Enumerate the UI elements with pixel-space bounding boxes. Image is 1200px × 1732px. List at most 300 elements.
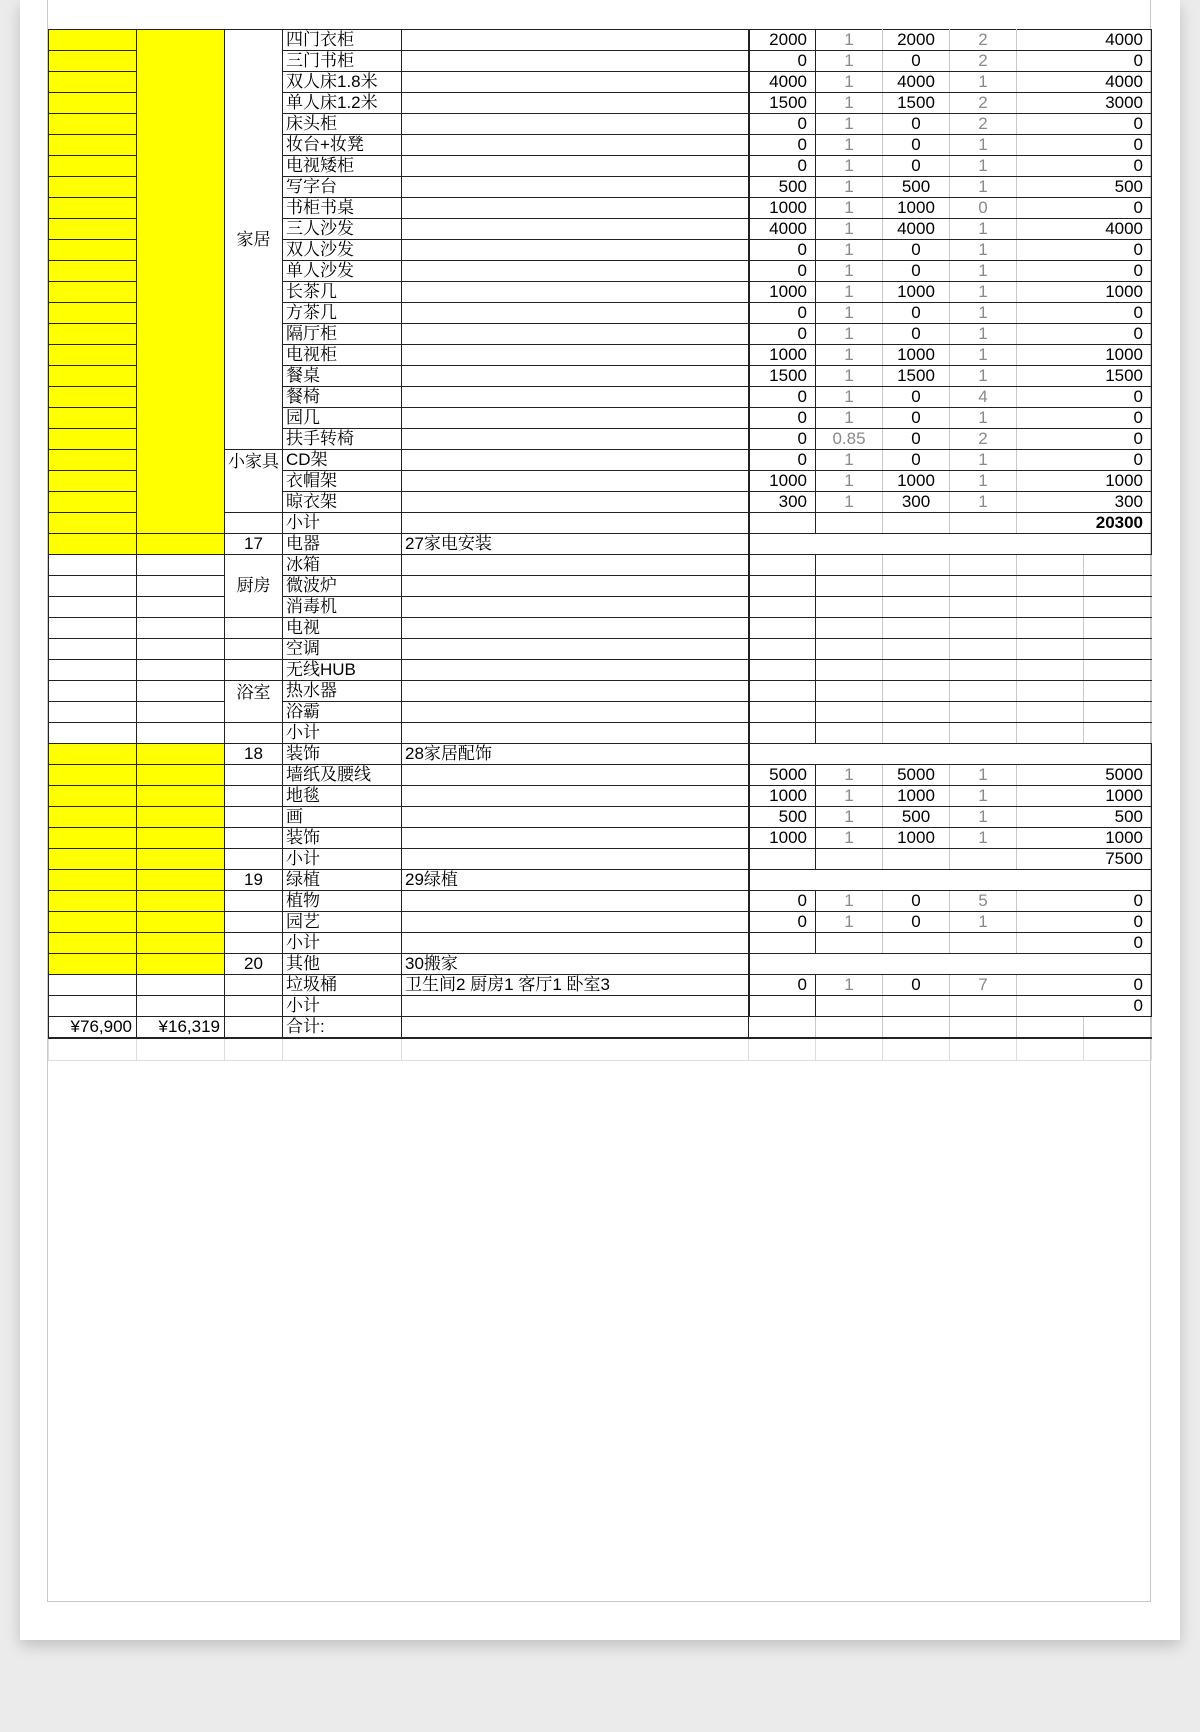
qty-cell: 1 (950, 156, 1017, 177)
empty-cell (1017, 1038, 1084, 1060)
item-name: 浴霸 (283, 702, 402, 723)
item-name: 空调 (283, 639, 402, 660)
item-name: 墙纸及腰线 (283, 765, 402, 786)
col-a-cell (49, 618, 137, 639)
table-row (49, 933, 1152, 954)
value-cell (950, 597, 1017, 618)
col-b-cell (137, 891, 225, 912)
empty-cell (749, 1038, 816, 1060)
total-cell: 0 (1017, 156, 1152, 177)
ratio-cell: 1 (816, 219, 883, 240)
unit-price-cell: 0 (883, 240, 950, 261)
table-row (49, 828, 1152, 849)
value-cell (883, 576, 950, 597)
ratio-cell: 1 (816, 177, 883, 198)
item-name: 床头柜 (283, 114, 402, 135)
col-b-cell (137, 597, 225, 618)
price-cell: 5000 (749, 765, 816, 786)
qty-cell: 2 (950, 30, 1017, 51)
col-a-cell (49, 345, 137, 366)
unit-price-cell: 500 (883, 807, 950, 828)
price-cell: 0 (749, 429, 816, 450)
col-b-cell (137, 534, 225, 555)
category-cell (225, 765, 283, 786)
item-note (402, 408, 749, 429)
item-name: 画 (283, 807, 402, 828)
value-cell (1017, 639, 1084, 660)
item-note (402, 765, 749, 786)
value-cell (950, 513, 1017, 534)
col-a-cell (49, 219, 137, 240)
category-cell (225, 975, 283, 996)
value-cell (950, 639, 1017, 660)
price-cell: 0 (749, 324, 816, 345)
item-note (402, 240, 749, 261)
table-row (49, 576, 1152, 597)
value-cell (1084, 597, 1152, 618)
empty-cell (883, 1038, 950, 1060)
ratio-cell: 1 (816, 828, 883, 849)
category-cell (225, 618, 283, 639)
value-cell (1084, 723, 1152, 744)
table-row (49, 30, 1152, 51)
ratio-cell: 1 (816, 471, 883, 492)
col-a-cell (49, 261, 137, 282)
category-cell (225, 912, 283, 933)
col-a-cell (49, 513, 137, 534)
col-a-cell (49, 639, 137, 660)
table-row (49, 891, 1152, 912)
col-a-cell (49, 597, 137, 618)
total-cell: 4000 (1017, 219, 1152, 240)
item-note (402, 387, 749, 408)
unit-price-cell: 1000 (883, 282, 950, 303)
category-cell (225, 786, 283, 807)
col-b-cell (137, 723, 225, 744)
table-row (49, 786, 1152, 807)
value-cell (950, 849, 1017, 870)
item-note (402, 786, 749, 807)
empty-cell (225, 1038, 283, 1060)
item-name: 餐椅 (283, 387, 402, 408)
item-name: 微波炉 (283, 576, 402, 597)
total-cell: 5000 (1017, 765, 1152, 786)
col-a-cell (49, 660, 137, 681)
item-note (402, 1017, 749, 1039)
subtotal-value: 0 (1017, 996, 1152, 1017)
value-cell (883, 618, 950, 639)
category-cell (225, 807, 283, 828)
item-name: 晾衣架 (283, 492, 402, 513)
table-row (49, 744, 1152, 765)
value-cell (816, 702, 883, 723)
item-name: 写字台 (283, 177, 402, 198)
col-a-cell (49, 30, 137, 51)
item-note (402, 681, 749, 702)
budget-sheet (48, 29, 1152, 1061)
item-name: 单人沙发 (283, 261, 402, 282)
value-cell (883, 849, 950, 870)
qty-cell: 1 (950, 219, 1017, 240)
item-name: 妆台+妆凳 (283, 135, 402, 156)
col-a-cell (49, 72, 137, 93)
qty-cell: 1 (950, 261, 1017, 282)
unit-price-cell: 0 (883, 51, 950, 72)
col-a-cell (49, 156, 137, 177)
item-note (402, 93, 749, 114)
col-a-cell (49, 429, 137, 450)
total-cell: 0 (1017, 387, 1152, 408)
price-cell: 0 (749, 135, 816, 156)
total-cell: 0 (1017, 240, 1152, 261)
item-note (402, 513, 749, 534)
value-cell (950, 702, 1017, 723)
category-cell (225, 513, 283, 534)
category-cell (225, 933, 283, 954)
item-name: 双人床1.8米 (283, 72, 402, 93)
item-note (402, 996, 749, 1017)
item-note (402, 366, 749, 387)
value-cell (816, 576, 883, 597)
subtotal-value: 20300 (1017, 513, 1152, 534)
col-a-cell (49, 324, 137, 345)
price-cell (749, 576, 816, 597)
price-cell (749, 597, 816, 618)
table-row (49, 765, 1152, 786)
qty-cell: 1 (950, 72, 1017, 93)
table-row (49, 534, 1152, 555)
price-cell: 500 (749, 807, 816, 828)
unit-price-cell: 0 (883, 975, 950, 996)
empty-cell (402, 1038, 749, 1060)
total-cell: 1000 (1017, 786, 1152, 807)
item-note (402, 303, 749, 324)
price-cell: 0 (749, 975, 816, 996)
unit-price-cell: 5000 (883, 765, 950, 786)
ratio-cell: 1 (816, 492, 883, 513)
empty-cell (137, 1038, 225, 1060)
col-a-cell (49, 555, 137, 576)
ratio-cell: 1 (816, 891, 883, 912)
item-name: 冰箱 (283, 555, 402, 576)
price-cell (749, 660, 816, 681)
value-cell (883, 723, 950, 744)
item-note (402, 849, 749, 870)
ratio-cell: 1 (816, 303, 883, 324)
total-cell: 0 (1017, 51, 1152, 72)
ratio-cell: 0.85 (816, 429, 883, 450)
col-b-cell (137, 555, 225, 576)
value-cell (950, 1017, 1017, 1039)
item-note (402, 702, 749, 723)
value-cell (816, 555, 883, 576)
unit-price-cell: 1000 (883, 198, 950, 219)
item-note (402, 324, 749, 345)
item-name: 双人沙发 (283, 240, 402, 261)
col-a-cell (49, 93, 137, 114)
item-note: 卫生间2 厨房1 客厅1 卧室3 (402, 975, 749, 996)
section-header-values (749, 534, 1152, 555)
col-a-cell (49, 975, 137, 996)
unit-price-cell: 0 (883, 324, 950, 345)
value-cell (883, 513, 950, 534)
value-cell (1017, 660, 1084, 681)
value-cell (1017, 555, 1084, 576)
item-name: 热水器 (283, 681, 402, 702)
section-number: 18 (225, 744, 283, 765)
qty-cell: 1 (950, 282, 1017, 303)
col-a-cell (49, 891, 137, 912)
section-header-values (749, 954, 1152, 975)
value-cell (883, 555, 950, 576)
price-cell: 0 (749, 114, 816, 135)
col-b-cell (137, 870, 225, 891)
col-a-cell (49, 786, 137, 807)
value-cell (950, 660, 1017, 681)
value-cell (883, 1017, 950, 1039)
col-b-cell (137, 849, 225, 870)
col-a-cell (49, 240, 137, 261)
ratio-cell: 1 (816, 282, 883, 303)
price-cell: 0 (749, 891, 816, 912)
qty-cell: 1 (950, 492, 1017, 513)
total-cell: 0 (1017, 114, 1152, 135)
item-note (402, 429, 749, 450)
item-note (402, 177, 749, 198)
value-cell (749, 1017, 816, 1039)
table-row (49, 681, 1152, 702)
qty-cell: 1 (950, 828, 1017, 849)
qty-cell: 1 (950, 366, 1017, 387)
total-cell: 1000 (1017, 828, 1152, 849)
col-a-cell (49, 765, 137, 786)
value-cell (1017, 723, 1084, 744)
category-kitchen: 厨房 (225, 555, 283, 618)
grand-total-a: ¥76,900 (49, 1017, 137, 1039)
item-name: 植物 (283, 891, 402, 912)
unit-price-cell: 1500 (883, 366, 950, 387)
value-cell (1084, 576, 1152, 597)
qty-cell: 1 (950, 408, 1017, 429)
qty-cell: 4 (950, 387, 1017, 408)
value-cell (883, 933, 950, 954)
total-cell: 1500 (1017, 366, 1152, 387)
total-cell: 500 (1017, 807, 1152, 828)
value-cell (950, 933, 1017, 954)
category-furniture: 家居 (225, 30, 283, 450)
item-name: 消毒机 (283, 597, 402, 618)
section-name: 电器 (283, 534, 402, 555)
unit-price-cell: 0 (883, 135, 950, 156)
item-note (402, 597, 749, 618)
total-cell: 3000 (1017, 93, 1152, 114)
qty-cell: 2 (950, 429, 1017, 450)
col-a-cell (49, 282, 137, 303)
item-name: 垃圾桶 (283, 975, 402, 996)
col-b-cell (137, 744, 225, 765)
col-b-cell (137, 786, 225, 807)
table-row (49, 954, 1152, 975)
grand-total-b: ¥16,319 (137, 1017, 225, 1039)
price-cell (749, 639, 816, 660)
section-note: 27家电安装 (402, 534, 749, 555)
qty-cell: 1 (950, 345, 1017, 366)
table-row (49, 723, 1152, 744)
price-cell (749, 702, 816, 723)
price-cell: 1000 (749, 828, 816, 849)
item-note (402, 450, 749, 471)
price-cell: 0 (749, 303, 816, 324)
qty-cell: 1 (950, 786, 1017, 807)
item-note (402, 51, 749, 72)
price-cell: 1000 (749, 786, 816, 807)
qty-cell: 1 (950, 303, 1017, 324)
price-cell: 4000 (749, 72, 816, 93)
ratio-cell: 1 (816, 135, 883, 156)
empty-cell (49, 1038, 137, 1060)
price-cell (749, 933, 816, 954)
unit-price-cell: 0 (883, 408, 950, 429)
subtotal-value: 7500 (1017, 849, 1152, 870)
unit-price-cell: 0 (883, 303, 950, 324)
value-cell (883, 597, 950, 618)
total-cell: 0 (1017, 135, 1152, 156)
total-cell: 0 (1017, 408, 1152, 429)
ratio-cell: 1 (816, 345, 883, 366)
total-cell: 1000 (1017, 471, 1152, 492)
ratio-cell: 1 (816, 912, 883, 933)
unit-price-cell: 0 (883, 261, 950, 282)
price-cell (749, 996, 816, 1017)
total-cell: 0 (1017, 324, 1152, 345)
unit-price-cell: 0 (883, 450, 950, 471)
total-cell: 0 (1017, 429, 1152, 450)
table-row (49, 639, 1152, 660)
item-name: 三人沙发 (283, 219, 402, 240)
col-a-cell (49, 408, 137, 429)
ratio-cell: 1 (816, 30, 883, 51)
section-number: 20 (225, 954, 283, 975)
item-note (402, 135, 749, 156)
col-b-cell (137, 639, 225, 660)
col-a-cell (49, 933, 137, 954)
value-cell (883, 681, 950, 702)
ratio-cell: 1 (816, 786, 883, 807)
ratio-cell: 1 (816, 366, 883, 387)
col-a-cell (49, 387, 137, 408)
unit-price-cell: 1000 (883, 345, 950, 366)
item-name: 衣帽架 (283, 471, 402, 492)
section-header-values (749, 870, 1152, 891)
total-cell: 0 (1017, 261, 1152, 282)
total-cell: 300 (1017, 492, 1152, 513)
unit-price-cell: 300 (883, 492, 950, 513)
value-cell (1084, 681, 1152, 702)
table-row (49, 597, 1152, 618)
total-cell: 1000 (1017, 345, 1152, 366)
value-cell (950, 681, 1017, 702)
col-a-cell (49, 576, 137, 597)
ratio-cell: 1 (816, 198, 883, 219)
item-note (402, 723, 749, 744)
category-cell (225, 849, 283, 870)
ratio-cell: 1 (816, 765, 883, 786)
col-a-cell (49, 702, 137, 723)
qty-cell: 1 (950, 765, 1017, 786)
section-name: 绿植 (283, 870, 402, 891)
unit-price-cell: 0 (883, 912, 950, 933)
ratio-cell: 1 (816, 51, 883, 72)
price-cell: 1000 (749, 198, 816, 219)
price-cell: 300 (749, 492, 816, 513)
subtotal-label: 小计 (283, 996, 402, 1017)
value-cell (816, 849, 883, 870)
item-note (402, 219, 749, 240)
total-cell: 4000 (1017, 30, 1152, 51)
unit-price-cell: 1500 (883, 93, 950, 114)
value-cell (883, 639, 950, 660)
subtotal-label: 小计 (283, 849, 402, 870)
col-a-cell (49, 450, 137, 471)
value-cell (1084, 555, 1152, 576)
qty-cell: 2 (950, 93, 1017, 114)
category-cell (225, 723, 283, 744)
price-cell: 0 (749, 261, 816, 282)
col-a-cell (49, 912, 137, 933)
col-a-cell (49, 996, 137, 1017)
item-note (402, 618, 749, 639)
table-row (49, 996, 1152, 1017)
price-cell: 1000 (749, 471, 816, 492)
item-note (402, 555, 749, 576)
qty-cell: 5 (950, 891, 1017, 912)
col-a-cell (49, 870, 137, 891)
value-cell (816, 618, 883, 639)
grand-total-label: 合计: (283, 1017, 402, 1039)
unit-price-cell: 1000 (883, 786, 950, 807)
qty-cell: 7 (950, 975, 1017, 996)
ratio-cell: 1 (816, 324, 883, 345)
table-row (49, 702, 1152, 723)
total-cell: 0 (1017, 198, 1152, 219)
col-b-cell (137, 681, 225, 702)
qty-cell: 1 (950, 450, 1017, 471)
value-cell (883, 702, 950, 723)
ratio-cell: 1 (816, 807, 883, 828)
table-row (49, 849, 1152, 870)
price-cell: 500 (749, 177, 816, 198)
item-name: 三门书柜 (283, 51, 402, 72)
col-b-cell (137, 933, 225, 954)
category-cell (225, 660, 283, 681)
col-a-cell (49, 114, 137, 135)
item-name: 方茶几 (283, 303, 402, 324)
col-a-cell (49, 198, 137, 219)
col-b-cell (137, 807, 225, 828)
item-note (402, 660, 749, 681)
value-cell (1017, 702, 1084, 723)
col-a-cell (49, 681, 137, 702)
item-note (402, 72, 749, 93)
empty-cell (950, 1038, 1017, 1060)
value-cell (1084, 618, 1152, 639)
ratio-cell: 1 (816, 93, 883, 114)
item-note (402, 807, 749, 828)
value-cell (816, 996, 883, 1017)
price-cell (749, 849, 816, 870)
value-cell (816, 513, 883, 534)
total-cell: 1000 (1017, 282, 1152, 303)
